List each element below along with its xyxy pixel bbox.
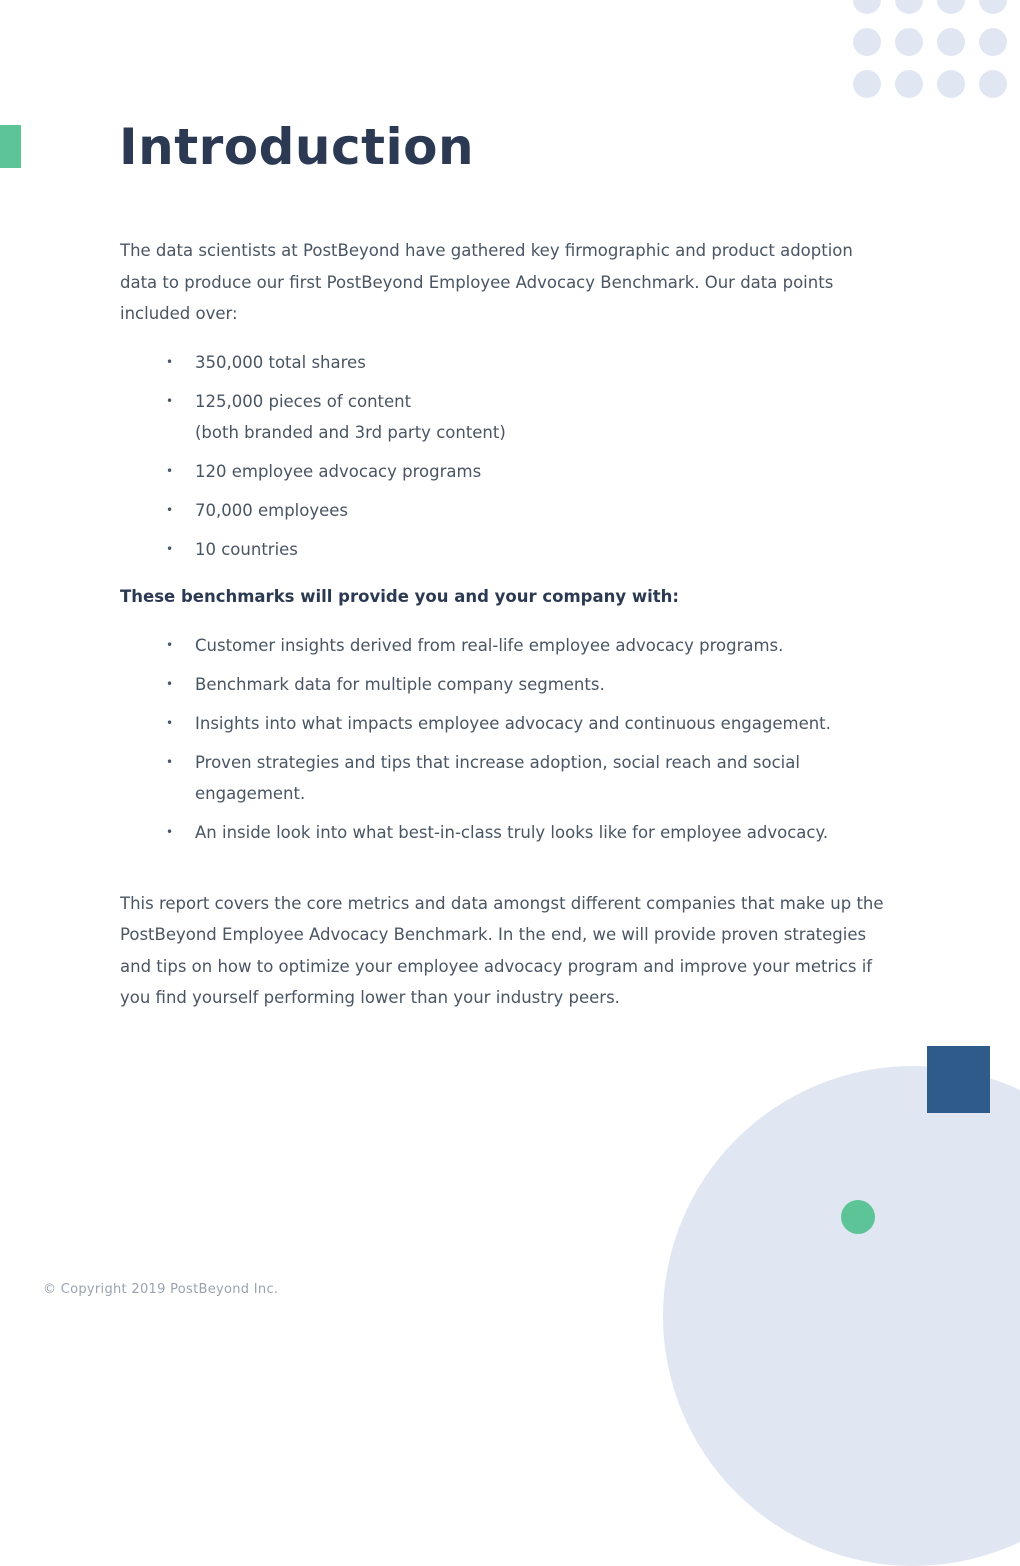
list-item — [120, 669, 890, 701]
decorative-dot — [979, 28, 1007, 56]
decorative-large-circle — [663, 1066, 1020, 1566]
decorative-dot — [895, 28, 923, 56]
decorative-dot — [937, 28, 965, 56]
bullet-icon: • — [166, 637, 174, 652]
list-item — [120, 386, 890, 449]
decorative-dot — [979, 0, 1007, 14]
bullet-icon: • — [166, 503, 174, 517]
decorative-dot — [937, 70, 965, 98]
data-points-list — [120, 347, 890, 566]
bullet-icon: • — [166, 393, 174, 408]
bullet-icon: • — [166, 715, 174, 730]
benefits-list — [120, 630, 890, 849]
bullet-icon: • — [166, 676, 174, 691]
decorative-dot — [979, 70, 1007, 98]
list-item-text: Customer insights derived from real-life employee advocacy programs. — [195, 635, 784, 655]
list-item — [120, 630, 890, 662]
green-accent-bar — [0, 125, 21, 168]
bullet-icon: • — [166, 354, 174, 369]
bullet-icon: • — [166, 825, 174, 839]
list-item-text: 350,000 total shares — [195, 352, 366, 372]
decorative-green-dot — [841, 1200, 875, 1234]
list-item-text: 70,000 employees — [195, 501, 349, 520]
decorative-dot — [853, 0, 881, 14]
list-item — [120, 495, 890, 527]
decorative-dot — [895, 0, 923, 14]
list-item-text: Benchmark data for multiple company segments. — [195, 674, 605, 694]
page-title: Introduction — [119, 118, 475, 176]
bullet-icon: • — [166, 542, 174, 556]
list-item — [120, 708, 890, 740]
list-item-text: An inside look into what best-in-class truly looks like for employee advocacy. — [195, 823, 829, 842]
decorative-dot — [937, 0, 965, 14]
copyright-footer: © Copyright 2019 PostBeyond Inc. — [43, 1282, 279, 1297]
list-item — [120, 747, 890, 810]
intro-paragraph: The data scientists at PostBeyond have gathered key firmographic and product adoption data to produce our first PostBeyond Employee Advocacy Benchmark. Our data points included over: — [120, 241, 853, 323]
list-item-text: 120 employee advocacy programs — [195, 462, 482, 481]
list-item-text: 125,000 pieces of content — [195, 391, 412, 411]
decorative-dot-grid — [853, 0, 1007, 98]
list-item — [120, 817, 890, 849]
list-item — [120, 456, 890, 488]
bullet-icon: • — [166, 754, 174, 769]
closing-paragraph: This report covers the core metrics and data amongst different companies that make up the PostBeyond Employee Advocacy Benchmark. In the end, we will provide proven strategies and tips on how to optimize your employee advocacy program and improve your metrics if you find yourself performing lower than your industry peers. — [120, 893, 884, 1007]
list-item-text: Proven strategies and tips that increase adoption, social reach and social engagement. — [195, 752, 800, 803]
decorative-dot — [853, 28, 881, 56]
list-item-text: 10 countries — [195, 540, 298, 559]
list-item-text: Insights into what impacts employee advocacy and continuous engagement. — [195, 713, 831, 733]
decorative-dot — [853, 70, 881, 98]
list-item-subtext: (both branded and 3rd party content) — [195, 423, 506, 442]
list-item — [120, 534, 890, 566]
list-item — [120, 347, 890, 379]
bullet-icon: • — [166, 464, 174, 478]
decorative-blue-square — [927, 1046, 990, 1113]
decorative-dot — [895, 70, 923, 98]
main-content — [120, 235, 890, 1014]
benefits-lead: These benchmarks will provide you and your company with: — [120, 586, 679, 606]
